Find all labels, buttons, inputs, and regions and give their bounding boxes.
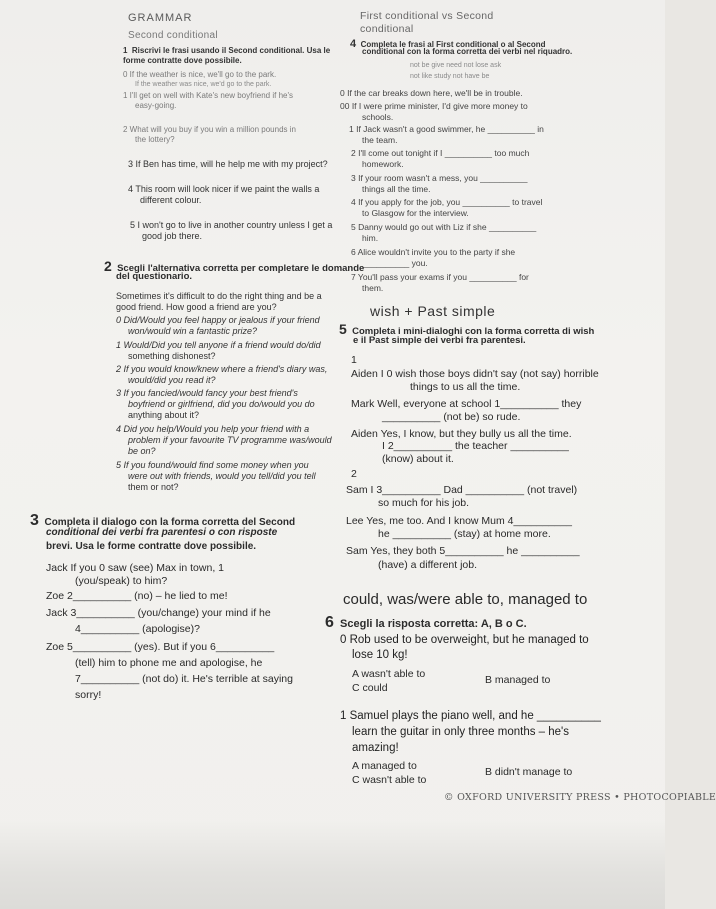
ex2-item-4-cont-2: be on? — [128, 446, 156, 456]
ex4-item-7-cont: them. — [362, 283, 384, 293]
ex1-item-4: 4 This room will look nicer if we paint the walls a — [128, 184, 320, 194]
ex4-item-00: 00 If I were prime minister, I'd give more money to — [340, 101, 528, 111]
ex2-item-2: 2 If you would know/knew where a friend's diary was, — [116, 364, 328, 374]
ex6-q0-option-b: B managed to — [485, 674, 551, 686]
section-title-first-vs-second: First conditional vs Second — [360, 10, 494, 22]
grammar-title: GRAMMAR — [128, 12, 193, 24]
ex4-item-00-cont: schools. — [362, 112, 394, 122]
ex1-item-1: 1 I'll get on well with Kate's new boyfriend if he's — [123, 91, 294, 100]
exercise-1-instruction: 1 Riscrivi le frasi usando il Second conditional. Usa le — [123, 46, 331, 55]
ex2-item-3: 3 If you fancied/would fancy your best friend's — [116, 388, 298, 398]
ex6-q1-option-a: A managed to — [352, 760, 417, 772]
section-title-wish-past-simple: wish + Past simple — [370, 303, 496, 319]
copyright-footer: © OXFORD UNIVERSITY PRESS • PHOTOCOPIABLE — [444, 792, 716, 803]
ex3-line-6: Zoe 5__________ (yes). But if you 6__________ — [46, 641, 275, 653]
ex4-item-1-cont: the team. — [362, 135, 398, 145]
ex5-line-1: Aiden I 0 wish those boys didn't say (not say) horrible — [351, 368, 599, 380]
ex2-item-0-cont: won/would win a fantastic prize? — [128, 326, 258, 336]
ex4-item-5-cont: him. — [362, 233, 379, 243]
ex2-intro-2: good friend. How good a friend are you? — [116, 302, 277, 312]
ex2-item-1-cont: something dishonest? — [128, 351, 216, 361]
ex6-q0-option-c: C could — [352, 682, 388, 694]
exercise-6-instruction: 6 Scegli la risposta corretta: A, B o C. — [325, 614, 527, 631]
ex3-line-2: (you/speak) to him? — [75, 575, 168, 587]
ex1-item-3: 3 If Ben has time, will he help me with my project? — [128, 159, 328, 169]
ex2-item-4-cont: problem if your favourite TV programme was/would — [128, 435, 332, 445]
page-bottom-shadow — [0, 820, 665, 909]
exercise-5-instruction: 5 Completa i mini-dialoghi con la forma corretta di wish — [339, 321, 595, 337]
ex5-line-11: he __________ (stay) at home more. — [378, 528, 551, 540]
ex6-q1-cont: learn the guitar in only three months – he's — [352, 726, 569, 738]
ex3-line-8: 7__________ (not do) it. He's terrible at saying — [75, 673, 293, 685]
exercise-5-instruction-2: e il Past simple dei verbi fra parentesi. — [353, 335, 526, 346]
ex5-line-7: (know) about it. — [382, 453, 454, 465]
ex2-intro-1: Sometimes it's difficult to do the right thing and be a — [116, 291, 322, 301]
ex6-q1-cont-2: amazing! — [352, 742, 399, 754]
ex2-item-4: 4 Did you help/Would you help your friend with a — [116, 424, 310, 434]
exercise-2-instruction-2: del questionario. — [116, 271, 193, 282]
ex2-item-5: 5 If you found/would find some money when you — [116, 460, 309, 470]
ex2-item-0: 0 Did/Would you feel happy or jealous if your friend — [116, 315, 320, 325]
ex5-line-2: things to us all the time. — [410, 381, 521, 393]
section-title-conditional: conditional — [360, 23, 414, 35]
exercise-2-instruction: 2 Scegli l'alternativa corretta per completare le domande — [104, 258, 365, 274]
ex4-item-6: 6 Alice wouldn't invite you to the party if she — [351, 247, 516, 257]
ex4-item-7: 7 You'll pass your exams if you __________ for — [351, 272, 529, 282]
ex1-item-5-cont: good job there. — [142, 231, 203, 241]
ex3-line-1: Jack If you 0 saw (see) Max in town, 1 — [46, 562, 224, 574]
ex3-line-4: Jack 3__________ (you/change) your mind if he — [46, 607, 271, 619]
ex5-line-6: I 2__________ the teacher __________ — [382, 440, 569, 452]
ex3-line-7: (tell) him to phone me and apologise, he — [75, 657, 263, 669]
ex4-item-6-cont: __________ you. — [362, 258, 428, 268]
ex6-q0-option-a: A wasn't able to — [352, 668, 426, 680]
exercise-4-instruction-2: conditional con la forma corretta dei verbi nel riquadro. — [362, 47, 573, 56]
ex5-line-5: Aiden Yes, I know, but they bully us all the time. — [351, 428, 572, 440]
ex2-item-3-cont: boyfriend or girlfriend, did you do/would you do — [128, 399, 315, 409]
ex4-item-3-cont: things all the time. — [362, 184, 431, 194]
ex1-item-1-cont: easy-going. — [135, 101, 177, 110]
ex6-q0: 0 Rob used to be overweight, but he managed to — [340, 634, 589, 646]
section-subtitle-second-conditional: Second conditional — [128, 30, 218, 41]
ex6-q1-option-c: C wasn't able to — [352, 774, 427, 786]
ex6-q0-cont: lose 10 kg! — [352, 649, 408, 661]
ex4-item-1: 1 If Jack wasn't a good swimmer, he __________ in — [349, 124, 544, 134]
ex4-item-3: 3 If your room wasn't a mess, you __________ — [351, 173, 528, 183]
ex4-item-0: 0 If the car breaks down here, we'll be in trouble. — [340, 88, 523, 98]
ex5-line-10: Lee Yes, me too. And I know Mum 4__________ — [346, 515, 572, 527]
ex4-item-4: 4 If you apply for the job, you __________ to travel — [351, 197, 543, 207]
ex3-line-3: Zoe 2__________ (no) – he lied to me! — [46, 590, 228, 602]
section-title-could: could, was/were able to, managed to — [343, 591, 588, 608]
ex4-item-5: 5 Danny would go out with Liz if she __________ — [351, 222, 537, 232]
ex5-line-13: (have) a different job. — [378, 559, 478, 571]
ex1-item-2-cont: the lottery? — [135, 135, 175, 144]
ex1-item-2: 2 What will you buy if you win a million pounds in — [123, 125, 296, 134]
exercise-4-instruction: 4 Completa le frasi al First conditional o al Second — [350, 38, 546, 50]
ex2-item-1: 1 Would/Did you tell anyone if a friend would do/did — [116, 340, 321, 350]
ex2-item-2-cont: would/did you read it? — [128, 375, 216, 385]
ex5-line-9: so much for his job. — [378, 497, 470, 509]
exercise-1-instruction-2: forme contratte dove possibile. — [123, 56, 242, 65]
ex5-line-3: Mark Well, everyone at school 1__________ they — [351, 398, 582, 410]
ex2-item-5-cont: were out with friends, would you tell/did you tell — [128, 471, 316, 481]
ex4-item-4-cont: to Glasgow for the interview. — [362, 208, 469, 218]
ex1-item-5: 5 I won't go to live in another country unless I get a — [130, 220, 333, 230]
dialogue-1-number: 1 — [351, 354, 357, 366]
ex1-item-0: 0 If the weather is nice, we'll go to the park. — [123, 70, 277, 79]
ex5-line-12: Sam Yes, they both 5__________ he __________ — [346, 545, 580, 557]
exercise-3-instruction: 3 Completa il dialogo con la forma corretta del Second — [30, 512, 296, 529]
ex2-item-3-cont-2: anything about it? — [128, 410, 200, 420]
exercise-3-instruction-2: conditional dei verbi fra parentesi o con risposte — [46, 527, 278, 538]
ex3-line-9: sorry! — [75, 689, 102, 701]
ex1-item-4-cont: different colour. — [140, 195, 202, 205]
ex5-line-8: Sam I 3__________ Dad __________ (not travel) — [346, 484, 578, 496]
ex6-q1: 1 Samuel plays the piano well, and he __________ — [340, 710, 601, 722]
ex3-line-5: 4__________ (apologise)? — [75, 623, 200, 635]
word-box-line-1: not be give need not lose ask — [410, 62, 502, 69]
ex5-line-4: __________ (not be) so rude. — [382, 411, 521, 423]
dialogue-2-number: 2 — [351, 468, 357, 480]
ex1-item-0-answer: If the weather was nice, we'd go to the park. — [135, 81, 272, 88]
exercise-3-instruction-3: brevi. Usa le forme contratte dove possibile. — [46, 541, 257, 552]
ex2-item-5-cont-2: them or not? — [128, 482, 179, 492]
word-box-line-2: not like study not have be — [410, 73, 490, 80]
ex4-item-2-cont: homework. — [362, 159, 404, 169]
ex4-item-2: 2 I'll come out tonight if I __________ too much — [351, 148, 530, 158]
ex6-q1-option-b: B didn't manage to — [485, 766, 573, 778]
